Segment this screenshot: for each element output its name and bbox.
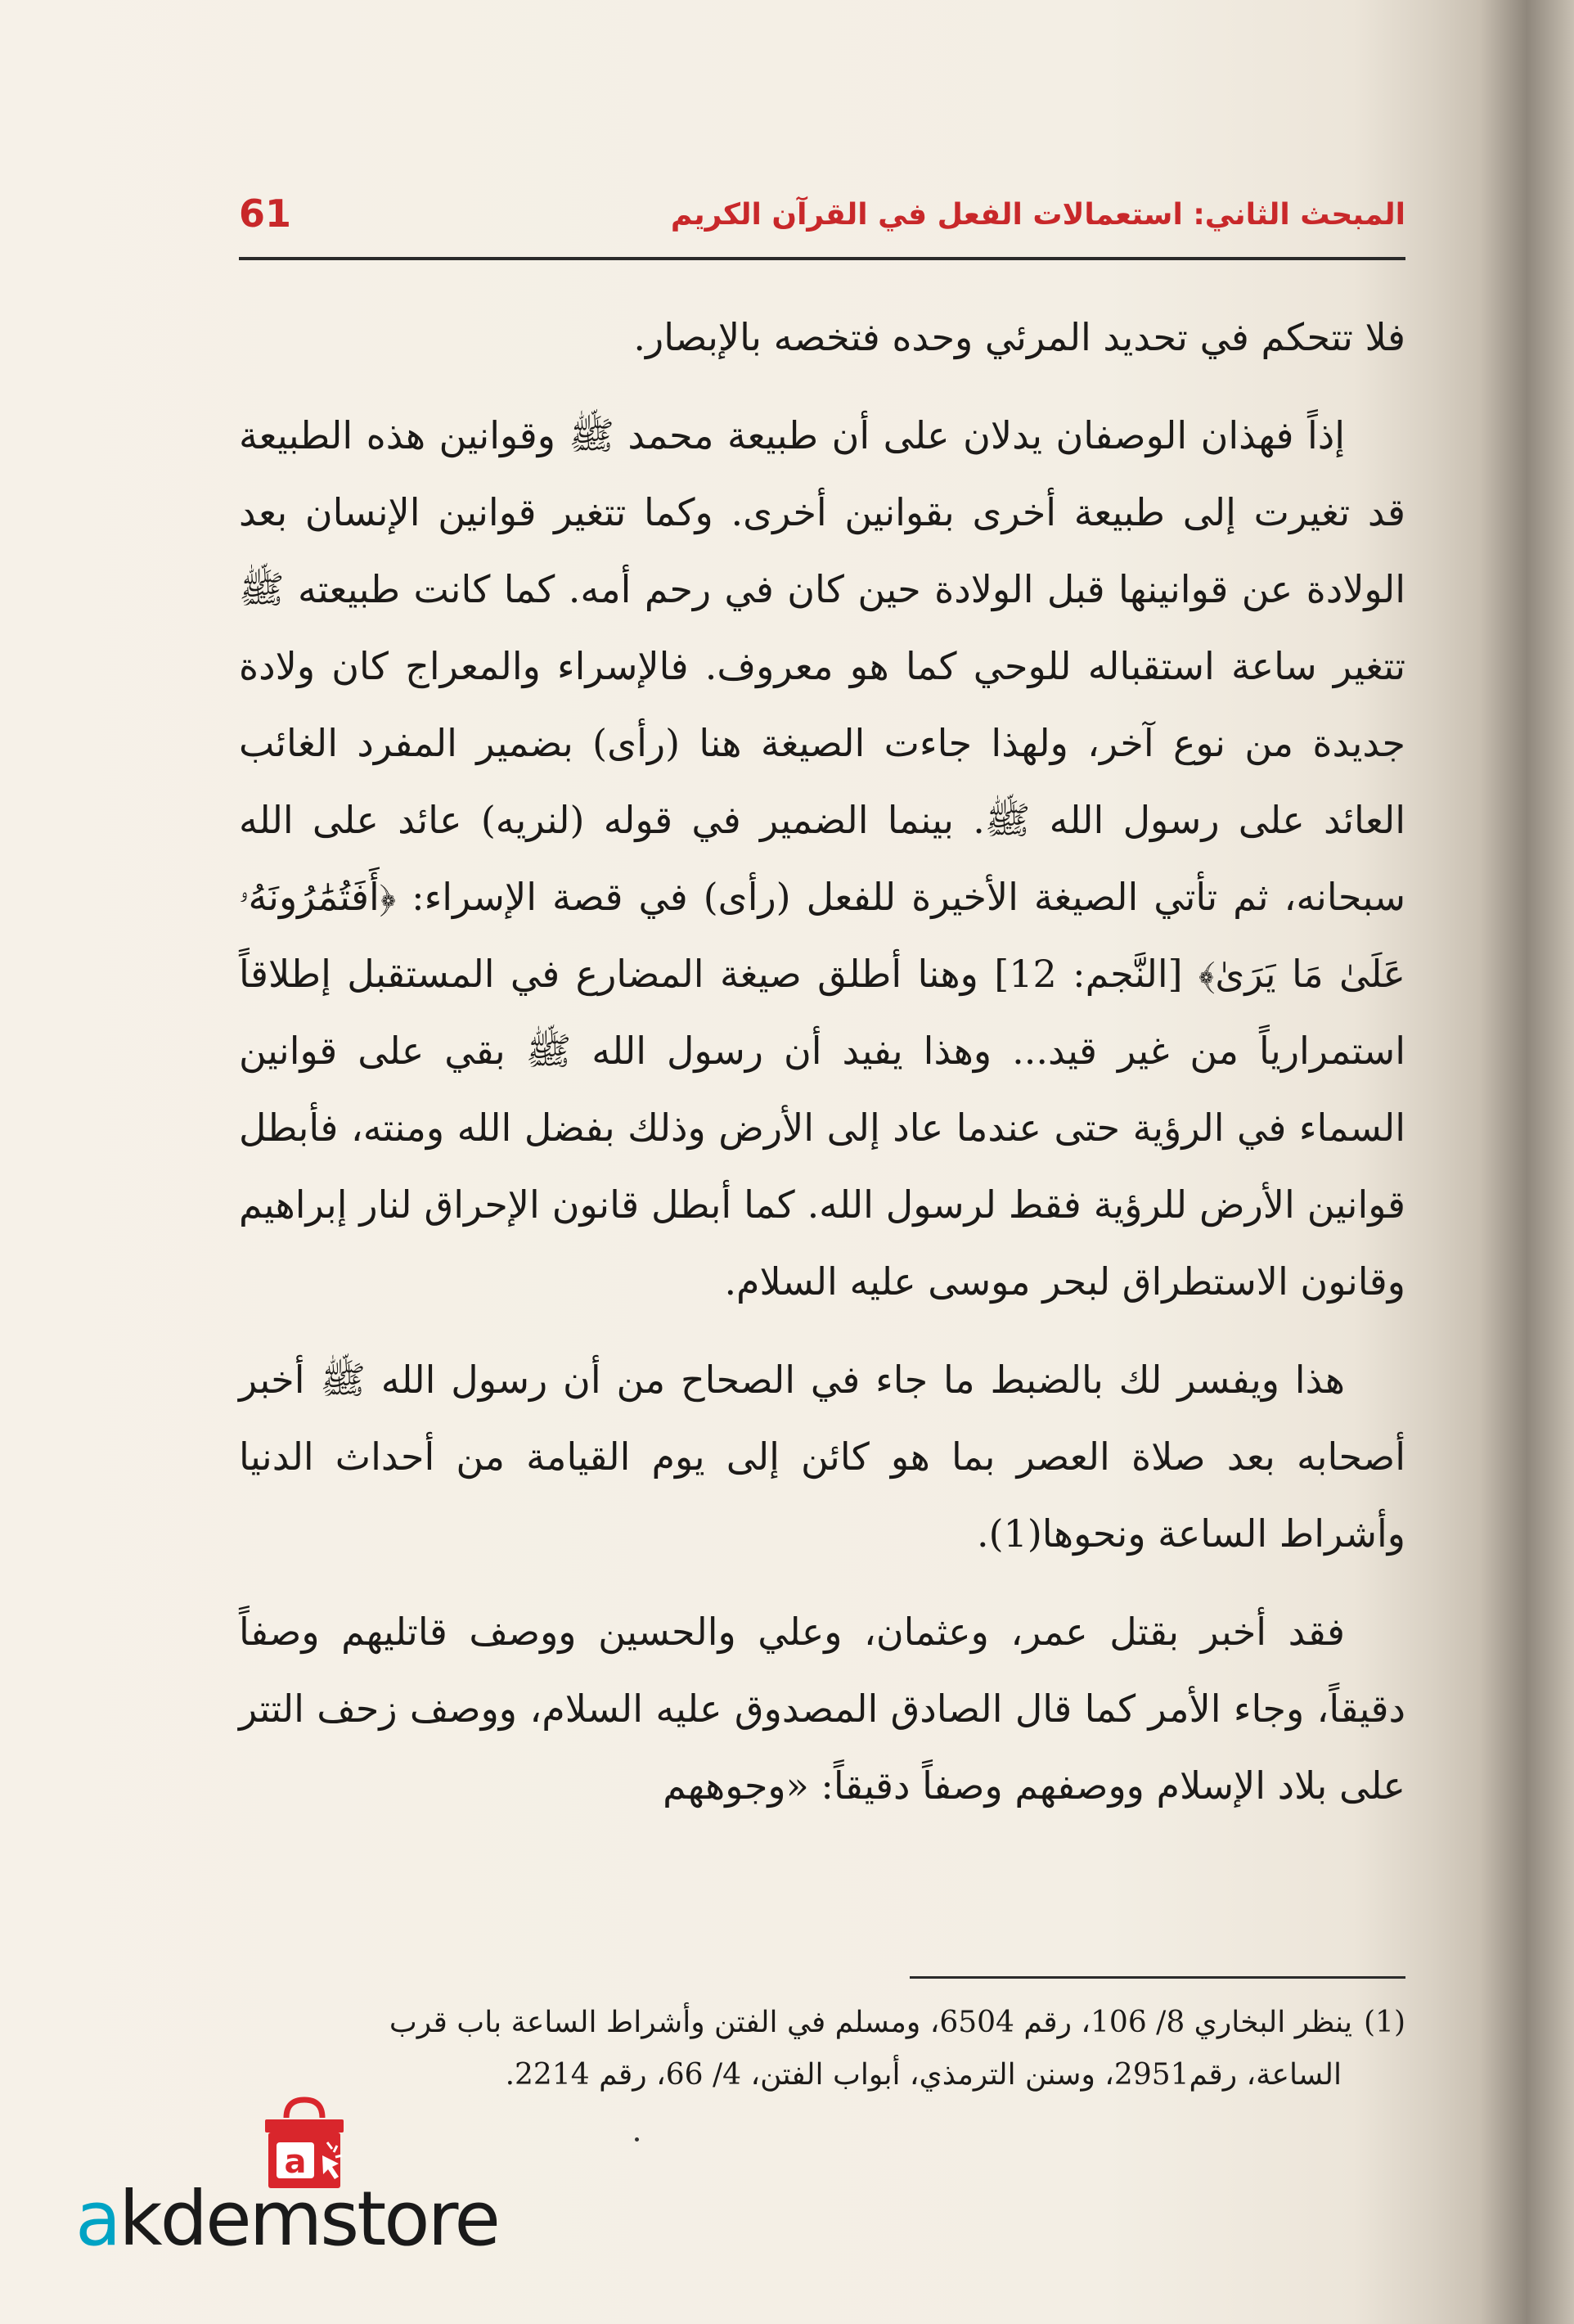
page-number: 61 xyxy=(239,191,292,236)
footnote-marker: (1) xyxy=(1364,2006,1405,2039)
footnote-divider xyxy=(910,1976,1405,1979)
body-text xyxy=(239,299,1405,1824)
footnote-line xyxy=(245,1997,1405,2049)
running-header xyxy=(239,187,1405,260)
header-divider xyxy=(239,257,1405,260)
paragraph: إذاً فهذان الوصفان يدلان على أن طبيعة محمد ﷺ وقوانين هذه الطبيعة قد تغيرت إلى طبيعة أخرى بقوانين أخرى. وكما تتغير قوانين الإنسان بعد الولادة عن قوانينها قبل الولادة حين كان في رحم أمه. كما كانت طبيعته ﷺ تتغير ساعة استقباله للوحي كما هو معروف. فالإسراء والمعراج كان ولادة جديدة من نوع آخر، ولهذا جاءت الصيغة هنا (رأى) بضمير المفرد الغائب العائد على رسول الله ﷺ. بينما الضمير في قوله (لنريه) عائد على الله سبحانه، ثم تأتي الصيغة الأخيرة للفعل (رأى) في قصة الإسراء: ﴿أَفَتُمَٰرُونَهُۥ عَلَىٰ مَا يَرَىٰ﴾ [النَّجم: 12] وهنا أطلق صيغة المضارع في المستقبل إطلاقاً استمرارياً من غير قيد... وهذا يفيد أن رسول الله ﷺ بقي على قوانين السماء في الرؤية حتى عندما عاد إلى الأرض وذلك بفضل الله ومنته، فأبطل قوانين الأرض للرؤية فقط لرسول الله. كما أبطل قانون الإحراق لنار إبراهيم وقانون الاستطراق لبحر موسى عليه السلام. xyxy=(239,413,1405,1304)
chapter-title: المبحث الثاني: استعمالات الفعل في القرآن الكريم xyxy=(670,198,1405,232)
store-name-a: a xyxy=(75,2175,119,2263)
footnote-line xyxy=(245,2049,1405,2101)
store-name xyxy=(75,2175,498,2263)
footnote-text: الساعة، رقم2951، وسنن الترمذي، أبواب الفتن، 4/ 66، رقم 2214. xyxy=(505,2058,1342,2092)
stray-dot xyxy=(635,2137,639,2142)
footnotes xyxy=(245,1997,1405,2101)
logo-letter: a xyxy=(284,2143,307,2181)
store-watermark xyxy=(75,2095,533,2263)
store-name-rest: kdemstore xyxy=(119,2175,498,2263)
paragraph: هذا ويفسر لك بالضبط ما جاء في الصحاح من أن رسول الله ﷺ أخبر أصحابه بعد صلاة العصر بما هو كائن إلى يوم القيامة من أحداث الدنيا وأشراط الساعة ونحوها(1). xyxy=(239,1358,1405,1556)
paragraph: فلا تتحكم في تحديد المرئي وحده فتخصه بالإبصار. xyxy=(633,315,1405,359)
footnote-text: ينظر البخاري 8/ 106، رقم 6504، ومسلم في الفتن وأشراط الساعة باب قرب xyxy=(389,2006,1352,2039)
paragraph: فقد أخبر بقتل عمر، وعثمان، وعلي والحسين ووصف قاتليهم وصفاً دقيقاً، وجاء الأمر كما قال الصادق المصدوق عليه السلام، ووصف زحف التتر على بلاد الإسلام ووصفهم وصفاً دقيقاً: «وجوههم xyxy=(239,1610,1405,1808)
